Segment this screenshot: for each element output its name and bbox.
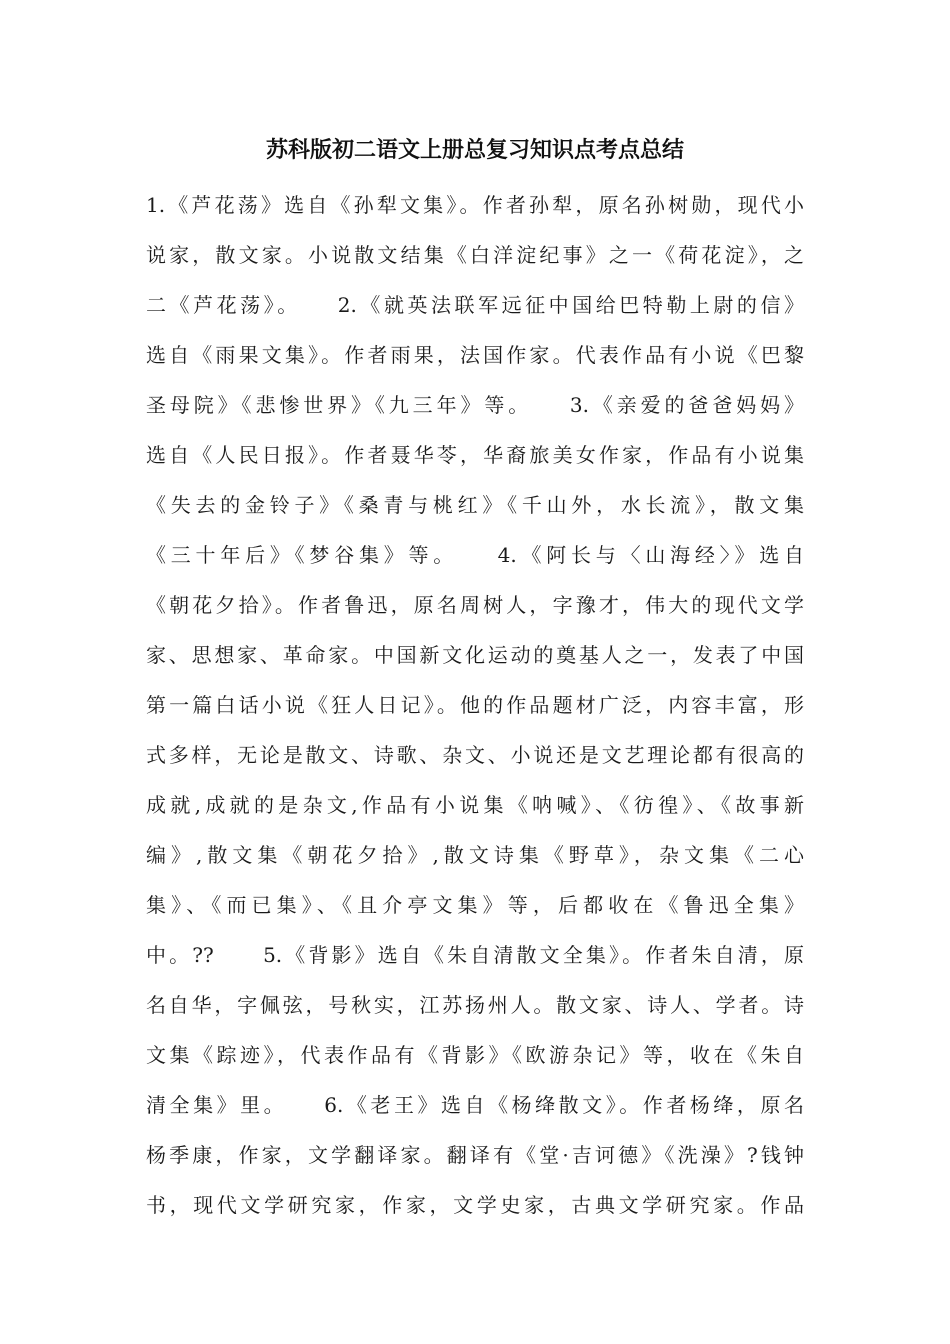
text-line: 说家，散文家。小说散文结集《白洋淀纪事》之一《荷花淀》，之 <box>146 243 804 267</box>
text-line: 式多样，无论是散文、诗歌、杂文、小说还是文艺理论都有很高的 <box>146 743 804 767</box>
text-line: 《朝花夕拾》。作者鲁迅，原名周树人，字豫才，伟大的现代文学 <box>146 593 804 617</box>
document-body <box>146 180 804 1230</box>
text-line: 清全集》里。 6.《老王》选自《杨绛散文》。作者杨绛，原名 <box>146 1093 804 1117</box>
text-line: 名自华，字佩弦，号秋实，江苏扬州人。散文家、诗人、学者。诗 <box>146 993 804 1017</box>
text-line: 文集《踪迹》，代表作品有《背影》《欧游杂记》等，收在《朱自 <box>146 1043 804 1067</box>
text-line: 选自《人民日报》。作者聂华苓，华裔旅美女作家，作品有小说集 <box>146 443 804 467</box>
text-line: 家、思想家、革命家。中国新文化运动的奠基人之一，发表了中国 <box>146 643 804 667</box>
text-line: 编》,散文集《朝花夕拾》,散文诗集《野草》，杂文集《二心 <box>146 843 804 867</box>
text-line: 书，现代文学研究家，作家，文学史家，古典文学研究家。作品 <box>146 1193 804 1217</box>
text-line: 中。?? 5.《背影》选自《朱自清散文全集》。作者朱自清，原 <box>146 943 804 967</box>
text-line: 《失去的金铃子》《桑青与桃红》《千山外，水长流》，散文集 <box>146 493 804 517</box>
document-title: 苏科版初二语文上册总复习知识点考点总结 <box>265 138 684 163</box>
text-line: 《三十年后》《梦谷集》等。 4.《阿长与〈山海经〉》选自 <box>146 543 804 567</box>
text-line: 杨季康，作家，文学翻译家。翻译有《堂·吉诃德》《洗澡》?钱钟 <box>146 1143 804 1167</box>
text-line: 1.《芦花荡》选自《孙犁文集》。作者孙犁，原名孙树勋，现代小 <box>146 193 804 217</box>
text-line: 选自《雨果文集》。作者雨果，法国作家。代表作品有小说《巴黎 <box>146 343 804 367</box>
text-line: 第一篇白话小说《狂人日记》。他的作品题材广泛，内容丰富，形 <box>146 693 804 717</box>
text-line: 成就,成就的是杂文,作品有小说集《呐喊》、《彷徨》、《故事新 <box>146 793 804 817</box>
text-line: 二《芦花荡》。 2.《就英法联军远征中国给巴特勒上尉的信》 <box>146 293 804 317</box>
text-line: 圣母院》《悲惨世界》《九三年》等。 3.《亲爱的爸爸妈妈》 <box>146 393 804 417</box>
text-line: 集》、《而已集》、《且介亭文集》等，后都收在《鲁迅全集》 <box>146 893 804 917</box>
